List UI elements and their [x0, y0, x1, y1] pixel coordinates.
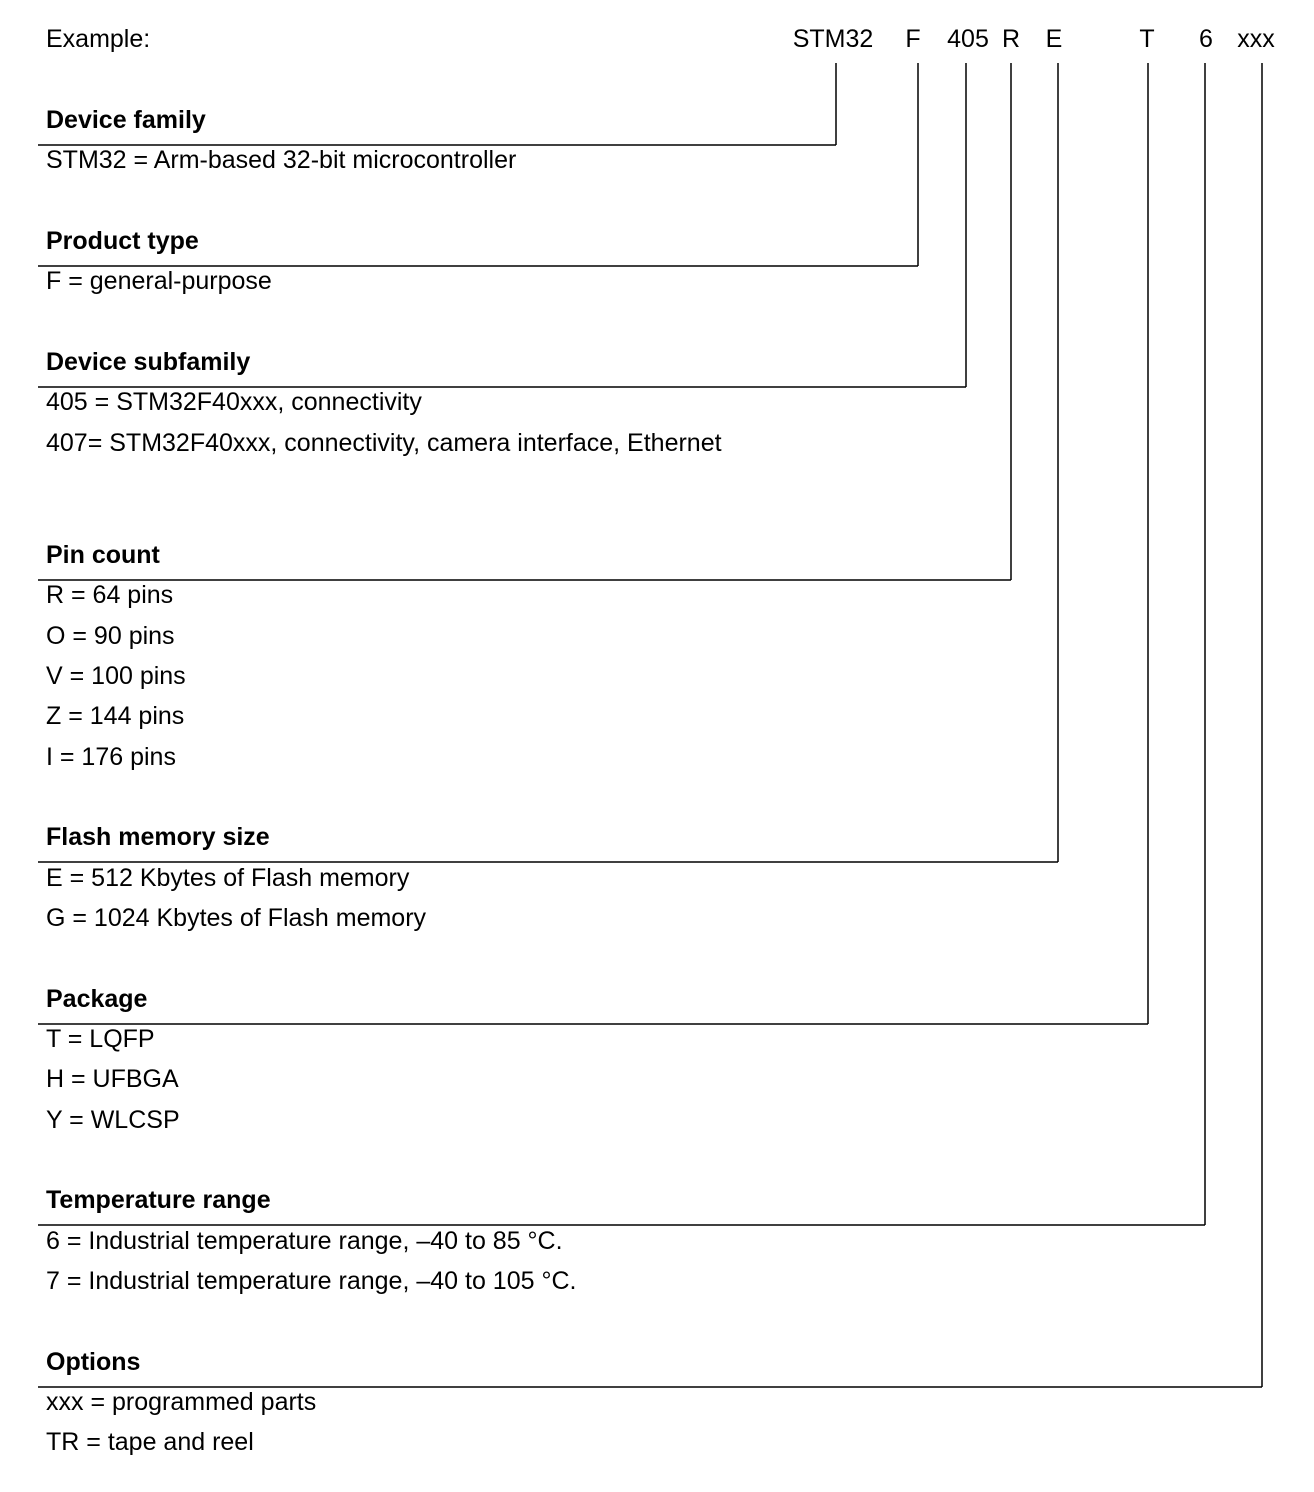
item-temperature-range-1: 6 = Industrial temperature range, –40 to 85 °C.: [46, 1227, 563, 1255]
heading-device-subfamily: Device subfamily: [46, 348, 251, 376]
code-product-type: F: [905, 25, 921, 53]
item-package-2: H = UFBGA: [46, 1065, 179, 1093]
item-product-type-1: F = general-purpose: [46, 267, 272, 295]
item-temperature-range-2: 7 = Industrial temperature range, –40 to 105 °C.: [46, 1267, 577, 1295]
item-options-2: TR = tape and reel: [46, 1428, 254, 1456]
item-pin-count-2: O = 90 pins: [46, 622, 175, 650]
heading-product-type: Product type: [46, 227, 199, 255]
item-options-1: xxx = programmed parts: [46, 1388, 317, 1416]
item-pin-count-4: Z = 144 pins: [46, 702, 185, 730]
code-flash-size: E: [1045, 25, 1063, 53]
heading-options: Options: [46, 1348, 141, 1376]
heading-device-family: Device family: [46, 106, 206, 134]
code-pin-count: R: [1001, 25, 1021, 53]
item-pin-count-3: V = 100 pins: [46, 662, 186, 690]
item-flash-size-2: G = 1024 Kbytes of Flash memory: [46, 904, 427, 932]
item-pin-count-5: I = 176 pins: [46, 743, 176, 771]
item-device-family-1: STM32 = Arm-based 32-bit microcontroller: [46, 146, 517, 174]
code-options: xxx: [1237, 25, 1275, 53]
item-pin-count-1: R = 64 pins: [46, 581, 174, 609]
heading-flash-size: Flash memory size: [46, 823, 270, 851]
code-package: T: [1139, 25, 1155, 53]
code-temperature-range: 6: [1199, 25, 1213, 53]
item-device-subfamily-2: 407= STM32F40xxx, connectivity, camera interface, Ethernet: [46, 429, 722, 457]
heading-temperature-range: Temperature range: [46, 1186, 271, 1214]
example-label: Example:: [46, 25, 151, 53]
item-package-3: Y = WLCSP: [46, 1106, 180, 1134]
item-package-1: T = LQFP: [46, 1025, 155, 1053]
heading-package: Package: [46, 985, 148, 1013]
item-device-subfamily-1: 405 = STM32F40xxx, connectivity: [46, 388, 422, 416]
code-device-family: STM32: [792, 25, 874, 53]
code-device-subfamily: 405: [947, 25, 989, 53]
heading-pin-count: Pin count: [46, 541, 160, 569]
item-flash-size-1: E = 512 Kbytes of Flash memory: [46, 864, 410, 892]
